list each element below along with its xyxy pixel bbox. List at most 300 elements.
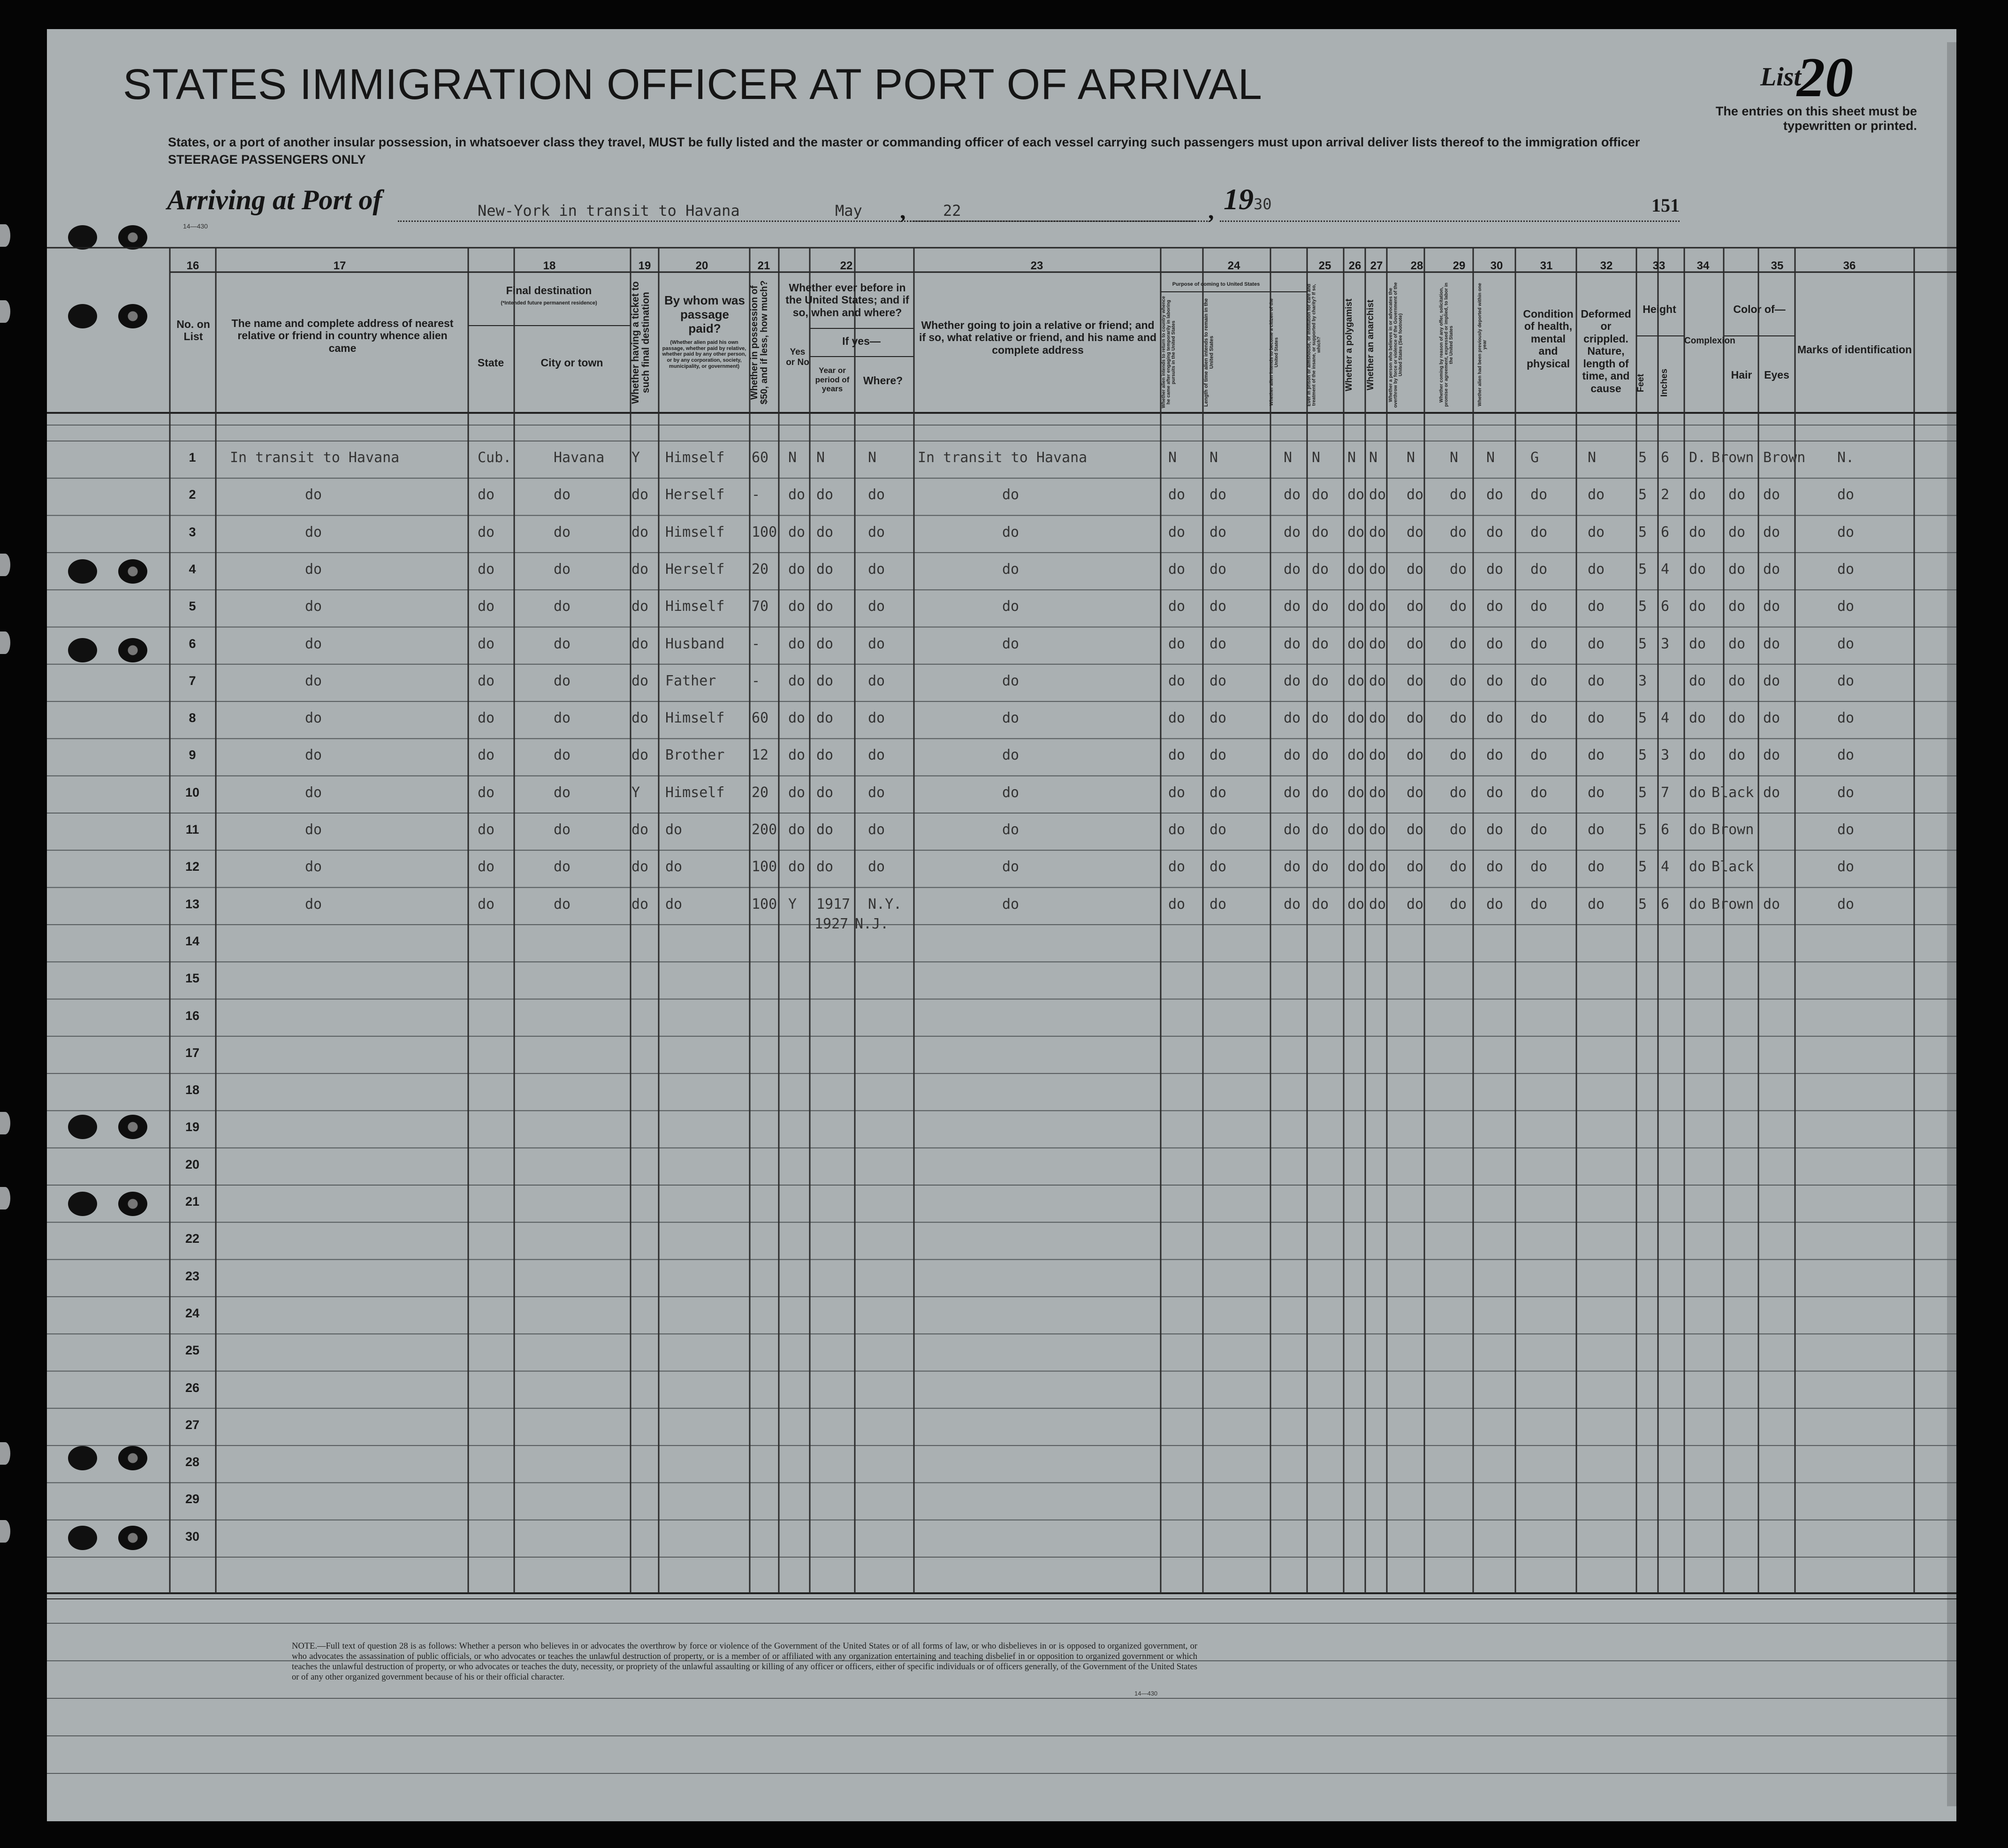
cell-c29: do	[1450, 524, 1467, 540]
cell-eyes: do	[1763, 710, 1780, 727]
cell-money: 60	[752, 449, 769, 466]
header-anarchist: Whether an anarchist	[1366, 299, 1376, 390]
cell-inches: 6	[1661, 896, 1670, 913]
cell-p2: do	[1209, 487, 1227, 503]
year-prefix: 19	[1224, 183, 1254, 216]
cell-ticket: do	[631, 821, 649, 838]
cell-c29: do	[1450, 561, 1467, 578]
header-yes-no: Yes or No	[786, 347, 809, 367]
cell-city: do	[554, 672, 571, 689]
cell-health: do	[1530, 784, 1548, 801]
cell-marks: do	[1837, 859, 1855, 875]
cell-joining: do	[1002, 896, 1019, 913]
cell-ticket: do	[631, 672, 649, 689]
cell-c25: N	[1312, 449, 1321, 466]
cell-yn: do	[788, 561, 806, 578]
cell-marks: do	[1837, 821, 1855, 838]
cell-p1: do	[1168, 859, 1186, 875]
header-polygamist: Whether a polygamist	[1344, 298, 1354, 391]
cell-c28: do	[1407, 710, 1424, 727]
cell-c28: do	[1407, 524, 1424, 540]
cell-year: do	[816, 524, 834, 540]
cell-c26: do	[1347, 710, 1365, 727]
cell-feet: 5	[1638, 896, 1647, 913]
cell-state: do	[478, 710, 495, 727]
cell-eyes: do	[1763, 524, 1780, 540]
column-number: 21	[757, 259, 770, 272]
cell-marks: do	[1837, 710, 1855, 727]
row-number: 10	[185, 785, 200, 799]
cell-c30: do	[1486, 561, 1504, 578]
column-number: 17	[333, 259, 346, 272]
cell-marks: do	[1837, 635, 1855, 652]
cell-complexion: do	[1689, 821, 1706, 838]
cell-money: 200	[752, 821, 777, 838]
cell-complexion: do	[1689, 635, 1706, 652]
cell-joining: do	[1002, 821, 1019, 838]
cell-paid: Herself	[665, 487, 725, 503]
row-number: 19	[185, 1120, 200, 1134]
header-purpose-b: Length of time alien intends to remain in the United States	[1203, 298, 1215, 407]
column-number: 29	[1453, 259, 1466, 272]
cell-c26: do	[1347, 524, 1365, 540]
header-where: Where?	[863, 374, 903, 387]
cell-feet: 5	[1638, 635, 1647, 652]
cell-c28: do	[1407, 784, 1424, 801]
column-number: 27	[1370, 259, 1383, 272]
cell-state: do	[478, 487, 495, 503]
cell-yn: do	[788, 859, 806, 875]
cell-c25: do	[1312, 710, 1329, 727]
cell-hair: do	[1728, 635, 1746, 652]
cell-hair: Brown	[1711, 896, 1754, 913]
cell-marks: N.	[1837, 449, 1855, 466]
row-number: 11	[185, 822, 199, 837]
cell-state: do	[478, 896, 495, 913]
cell-deformed: do	[1588, 672, 1605, 689]
cell-where: do	[868, 784, 885, 801]
cell-relative: do	[305, 821, 322, 838]
cell-c26: N	[1347, 449, 1356, 466]
cell-c27: do	[1369, 672, 1386, 689]
cell-health: do	[1530, 487, 1548, 503]
cell-year: do	[816, 859, 834, 875]
cell-complexion: do	[1689, 561, 1706, 578]
page-number: 151	[1651, 195, 1680, 216]
cell-relative: do	[305, 747, 322, 764]
header-feet: Feet	[1636, 373, 1646, 392]
cell-eyes: do	[1763, 561, 1780, 578]
cell-p2: do	[1209, 859, 1227, 875]
cell-p3: do	[1284, 859, 1301, 875]
cell-p3: do	[1284, 896, 1301, 913]
cell-c25: do	[1312, 635, 1329, 652]
cell-health: do	[1530, 598, 1548, 615]
cell-yn: do	[788, 821, 806, 838]
cell-c29: do	[1450, 747, 1467, 764]
cell-feet: 5	[1638, 598, 1647, 615]
cell-p2: do	[1209, 672, 1227, 689]
cell-p3: do	[1284, 524, 1301, 540]
cell-inches: 3	[1661, 747, 1670, 764]
header-inches: Inches	[1659, 368, 1669, 397]
cell-paid: Husband	[665, 635, 725, 652]
cell-year: do	[816, 672, 834, 689]
cell-marks: do	[1837, 896, 1855, 913]
cell-complexion: do	[1689, 487, 1706, 503]
cell-p3: do	[1284, 487, 1301, 503]
row-number: 24	[185, 1306, 200, 1320]
row-number: 12	[185, 859, 200, 874]
cell-c30: do	[1486, 821, 1504, 838]
cell-c27: do	[1369, 710, 1386, 727]
header-complexion: Complexion	[1684, 336, 1735, 346]
cell-eyes: Brown	[1763, 449, 1806, 466]
column-number: 33	[1652, 259, 1666, 272]
cell-city: do	[554, 747, 571, 764]
cell-year: 1917	[816, 896, 851, 913]
cell-deformed: N	[1588, 449, 1597, 466]
cell-health: do	[1530, 859, 1548, 875]
cell-paid: do	[665, 821, 683, 838]
cell-ticket: do	[631, 524, 649, 540]
cell-where: do	[868, 710, 885, 727]
column-number: 31	[1540, 259, 1553, 272]
cell-p1: do	[1168, 524, 1186, 540]
cell-paid: Brother	[665, 747, 725, 764]
cell-c25: do	[1312, 561, 1329, 578]
row-number: 5	[189, 599, 196, 614]
row-number: 15	[185, 971, 200, 986]
cell-p2: do	[1209, 747, 1227, 764]
cell-c30: do	[1486, 747, 1504, 764]
cell-year: do	[816, 487, 834, 503]
header-year-period: Year or period of years	[815, 366, 850, 394]
column-number: 24	[1227, 259, 1240, 272]
cell-c26: do	[1347, 487, 1365, 503]
cell-c27: do	[1369, 524, 1386, 540]
cell-c25: do	[1312, 747, 1329, 764]
cell-deformed: do	[1588, 821, 1605, 838]
cell-relative: do	[305, 524, 322, 540]
cell-complexion: do	[1689, 784, 1706, 801]
cell-ticket: Y	[631, 784, 640, 801]
cell-relative: do	[305, 598, 322, 615]
cell-relative: do	[305, 561, 322, 578]
cell-complexion: D.	[1689, 449, 1706, 466]
header-condition: Condition of health, mental and physical	[1523, 308, 1574, 370]
cell-hair: do	[1728, 747, 1746, 764]
cell-ticket: do	[631, 710, 649, 727]
cell-year: do	[816, 561, 834, 578]
cell-marks: do	[1837, 487, 1855, 503]
cell-health: G	[1530, 449, 1539, 466]
cell-state: do	[478, 821, 495, 838]
cell-ticket: do	[631, 487, 649, 503]
cell-feet: 5	[1638, 710, 1647, 727]
cell-p2: do	[1209, 561, 1227, 578]
cell-eyes: do	[1763, 747, 1780, 764]
row-number: 14	[185, 934, 200, 948]
cell-p3: N	[1284, 449, 1293, 466]
cell-eyes: do	[1763, 487, 1780, 503]
row-number: 30	[185, 1529, 200, 1544]
form-code: 14—430	[183, 222, 208, 230]
header-prison: Ever in prison or almshouse, or institution for care and treatment of the insane, or supported by charity? If so, which?	[1307, 283, 1322, 406]
header-if-yes: If yes—	[842, 335, 881, 347]
cell-state: do	[478, 784, 495, 801]
cell-inches: 6	[1661, 524, 1670, 540]
cell-state: Cub.	[478, 449, 512, 466]
cell-city: do	[554, 487, 571, 503]
cell-marks: do	[1837, 561, 1855, 578]
cell-money: 100	[752, 896, 777, 913]
cell-deformed: do	[1588, 561, 1605, 578]
cell-state: do	[478, 672, 495, 689]
cell-relative: do	[305, 784, 322, 801]
cell-c25: do	[1312, 598, 1329, 615]
cell-joining: do	[1002, 598, 1019, 615]
header-q29: Whether coming by reason of any offer, solicitation, promise or agreement, expressed or implied, to labor in the United States	[1439, 282, 1454, 407]
cell-p1: do	[1168, 710, 1186, 727]
cell-money: 20	[752, 784, 769, 801]
cell-eyes: do	[1763, 784, 1780, 801]
cell-health: do	[1530, 821, 1548, 838]
cell-ticket: do	[631, 896, 649, 913]
cell-joining: do	[1002, 859, 1019, 875]
header-passage-paid: By whom was passage paid?	[664, 293, 745, 335]
cell-c28: do	[1407, 672, 1424, 689]
header-city: City or town	[540, 357, 603, 369]
cell-c30: do	[1486, 635, 1504, 652]
cell-deformed: do	[1588, 524, 1605, 540]
cell-inches: 6	[1661, 821, 1670, 838]
row-number: 7	[189, 673, 196, 688]
cell-c26: do	[1347, 561, 1365, 578]
cell-p3: do	[1284, 821, 1301, 838]
cell-relative: do	[305, 896, 322, 913]
row-number: 4	[189, 562, 196, 576]
cell-joining: do	[1002, 524, 1019, 540]
column-number: 34	[1696, 259, 1710, 272]
cell-paid: Herself	[665, 561, 725, 578]
row-number: 13	[185, 897, 200, 911]
header-q28: Whether a person who believes in or advocates the overthrow by force or violence of the Government of the United States (See footnote)	[1388, 282, 1403, 408]
cell-health: do	[1530, 524, 1548, 540]
header-ticket: Whether having a ticket to such final destination	[630, 281, 652, 404]
footnote: NOTE.—Full text of question 28 is as follows: Whether a person who believes in or advocates the overthrow by force or violence of the Government of the United States or of all forms of law, or who disbelieves in or is opposed to organized government, or who advocates the assassination of public officials, or who advocates or teaches the unlawful destruction of property, or is a member of or affiliated with any organization entertaining and teaching disbelief in or opposition to organized government or which teaches the unlawful destruction of property, or who advocates or teaches the duty, necessity, or propriety of the unlawful assaulting or killing of any officer or officers, either of specific individuals or of officers generally, of the Government of the United States or of any other organized government because of his or their official character.	[292, 1642, 1197, 1682]
cell-joining: do	[1002, 710, 1019, 727]
cell-eyes: do	[1763, 598, 1780, 615]
cell-complexion: do	[1689, 598, 1706, 615]
cell-p3: do	[1284, 635, 1301, 652]
cell-c29: do	[1450, 710, 1467, 727]
row-number: 20	[185, 1157, 200, 1171]
cell-deformed: do	[1588, 598, 1605, 615]
cell-c29: do	[1450, 487, 1467, 503]
cell-c29: do	[1450, 859, 1467, 875]
cell-hair: do	[1728, 672, 1746, 689]
cell-eyes: do	[1763, 635, 1780, 652]
column-number: 18	[543, 259, 556, 272]
row-number: 17	[185, 1045, 200, 1060]
cell-p3: do	[1284, 672, 1301, 689]
cell-city: do	[554, 635, 571, 652]
cell-p1: do	[1168, 598, 1186, 615]
cell-paid: do	[665, 859, 683, 875]
day-value: 22	[943, 202, 961, 220]
cell-p1: do	[1168, 635, 1186, 652]
column-number: 35	[1771, 259, 1784, 272]
cell-c25: do	[1312, 821, 1329, 838]
cell-c28: do	[1407, 747, 1424, 764]
cell-paid: Himself	[665, 598, 725, 615]
cell-c30: do	[1486, 524, 1504, 540]
column-number: 36	[1843, 259, 1856, 272]
row-number: 26	[185, 1380, 200, 1395]
cell-c29: do	[1450, 598, 1467, 615]
cell-complexion: do	[1689, 896, 1706, 913]
cell-relative: do	[305, 710, 322, 727]
cell-where: do	[868, 635, 885, 652]
cell-money: -	[752, 487, 761, 503]
cell-ticket: do	[631, 747, 649, 764]
cell-c27: do	[1369, 784, 1386, 801]
header-passage-paid-note: (Whether alien paid his own passage, whether paid by relative, whether paid by any other person, or by any corporation, society, municipality, or government)	[662, 340, 746, 369]
comma: ,	[900, 198, 906, 224]
cell-joining: do	[1002, 635, 1019, 652]
cell-c27: do	[1369, 598, 1386, 615]
cell-c29: do	[1450, 896, 1467, 913]
cell-c27: do	[1369, 561, 1386, 578]
cell-complexion: do	[1689, 672, 1706, 689]
cell-health: do	[1530, 561, 1548, 578]
cell-hair: do	[1728, 524, 1746, 540]
cell-hair: do	[1728, 710, 1746, 727]
arriving-label: Arriving at Port of	[167, 184, 382, 215]
cell-paid: Himself	[665, 449, 725, 466]
cell-yn: do	[788, 784, 806, 801]
cell-c28: do	[1407, 598, 1424, 615]
cell-relative: do	[305, 859, 322, 875]
cell-deformed: do	[1588, 710, 1605, 727]
row-number: 16	[185, 1008, 200, 1023]
cell-where: do	[868, 524, 885, 540]
cell-yn: do	[788, 747, 806, 764]
instructions-line-1: States, or a port of another insular possession, in whatsoever class they travel, MUST be fully listed and the master or commanding officer of each vessel carrying such passengers must upon arrival deliver lists thereof to the immigration officer	[168, 135, 1640, 149]
cell-c25: do	[1312, 859, 1329, 875]
cell-relative: do	[305, 672, 322, 689]
cell-inches: 7	[1661, 784, 1670, 801]
cell-feet: 5	[1638, 524, 1647, 540]
cell-marks: do	[1837, 598, 1855, 615]
cell-feet: 5	[1638, 561, 1647, 578]
cell-c30: do	[1486, 487, 1504, 503]
header-marks: Marks of identification	[1797, 343, 1912, 356]
cell-p2: do	[1209, 598, 1227, 615]
cell-c26: do	[1347, 821, 1365, 838]
cell-feet: 3	[1638, 672, 1647, 689]
cell-relative: do	[305, 635, 322, 652]
cell-marks: do	[1837, 784, 1855, 801]
header-final-destination: Final destination	[506, 284, 592, 297]
cell-c26: do	[1347, 598, 1365, 615]
cell-complexion: do	[1689, 859, 1706, 875]
cell-c30: do	[1486, 598, 1504, 615]
cell-p1: do	[1168, 821, 1186, 838]
cell-city: do	[554, 561, 571, 578]
row-number: 8	[189, 711, 196, 725]
cell-c30: N	[1486, 449, 1495, 466]
cell-money: -	[752, 672, 761, 689]
cell-c28: N	[1407, 449, 1415, 466]
cell-c27: do	[1369, 635, 1386, 652]
cell-yn: do	[788, 672, 806, 689]
cell-paid: do	[665, 896, 683, 913]
cell-c26: do	[1347, 896, 1365, 913]
cell-health: do	[1530, 747, 1548, 764]
cell-c27: do	[1369, 821, 1386, 838]
cell-marks: do	[1837, 747, 1855, 764]
cell-eyes: do	[1763, 672, 1780, 689]
column-number: 23	[1030, 259, 1043, 272]
cell-joining: do	[1002, 561, 1019, 578]
cell-feet: 5	[1638, 449, 1647, 466]
cell-c25: do	[1312, 896, 1329, 913]
cell-c30: do	[1486, 896, 1504, 913]
cell-paid: Himself	[665, 784, 725, 801]
cell-city: do	[554, 784, 571, 801]
header-color-of: Color of—	[1733, 303, 1786, 315]
cell-relative: do	[305, 487, 322, 503]
cell-c25: do	[1312, 524, 1329, 540]
cell-where: N.Y.	[868, 896, 902, 913]
cell-p1: do	[1168, 896, 1186, 913]
cell-p3: do	[1284, 784, 1301, 801]
cell-money: 12	[752, 747, 769, 764]
cell-city: do	[554, 524, 571, 540]
cell-yn: N	[788, 449, 797, 466]
header-money: Whether in possession of $50, and if less, how much?	[749, 280, 769, 405]
row-number: 21	[185, 1194, 200, 1209]
header-state: State	[477, 357, 504, 369]
column-number: 19	[638, 259, 651, 272]
header-nearest-relative: The name and complete address of nearest relative or friend in country whence alien came	[231, 317, 454, 354]
cell-where: N	[868, 449, 877, 466]
cell-city: do	[554, 896, 571, 913]
cell-p1: do	[1168, 561, 1186, 578]
cell-ticket: do	[631, 561, 649, 578]
cell-where: do	[868, 561, 885, 578]
footnote-form-code: 14—430	[1134, 1690, 1158, 1697]
cell-p1: N	[1168, 449, 1177, 466]
cell-feet: 5	[1638, 747, 1647, 764]
cell-p2: do	[1209, 784, 1227, 801]
column-number: 28	[1410, 259, 1423, 272]
cell-year: do	[816, 635, 834, 652]
cell-p1: do	[1168, 672, 1186, 689]
cell-inches: 6	[1661, 449, 1670, 466]
row-number: 1	[189, 450, 196, 464]
cell-deformed: do	[1588, 635, 1605, 652]
column-number: 26	[1348, 259, 1361, 272]
cell-ticket: do	[631, 598, 649, 615]
cell-paid: Himself	[665, 710, 725, 727]
cell-inches: 6	[1661, 598, 1670, 615]
cell-where: do	[868, 598, 885, 615]
column-number: 20	[695, 259, 708, 272]
cell-p3: do	[1284, 747, 1301, 764]
